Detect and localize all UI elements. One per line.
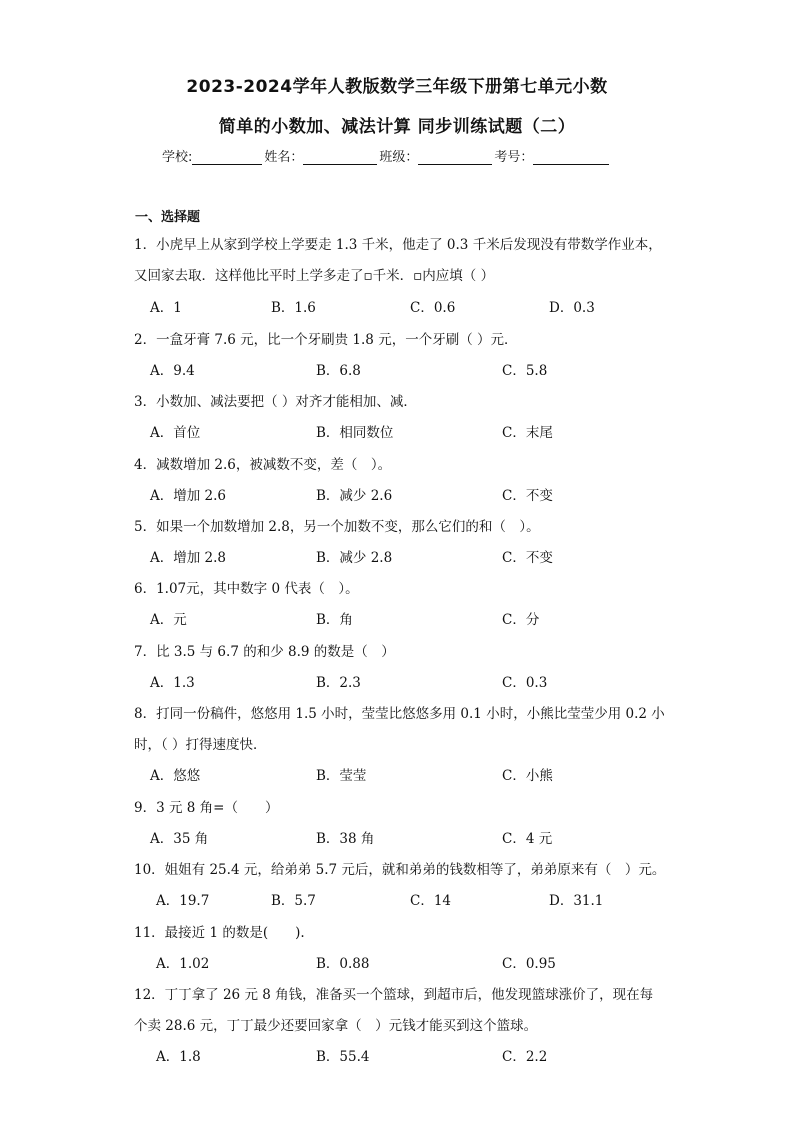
q3-option-c[interactable]: C．末尾 (502, 425, 553, 441)
q7-option-b[interactable]: B．2.3 (316, 675, 361, 691)
q4-option-b[interactable]: B．减少 2.6 (316, 488, 393, 504)
question-7: 7．比 3.5 与 6.7 的和少 8.9 的数是（ ） (134, 644, 395, 660)
q8-option-c[interactable]: C．小熊 (502, 768, 553, 784)
q6-option-b[interactable]: B．角 (316, 612, 353, 628)
q1-option-b[interactable]: B．1.6 (271, 300, 316, 316)
question-11: 11．最接近 1 的数是( ). (134, 925, 305, 941)
q3-option-a[interactable]: A．首位 (150, 425, 201, 441)
q2-option-a[interactable]: A．9.4 (150, 363, 195, 379)
q11-option-c[interactable]: C．0.95 (502, 956, 556, 972)
q7-option-c[interactable]: C．0.3 (502, 675, 548, 691)
q3-option-b[interactable]: B．相同数位 (316, 425, 394, 441)
question-9: 9．3 元 8 角=（ ） (134, 800, 279, 816)
q11-option-b[interactable]: B．0.88 (316, 956, 370, 972)
question-12-line-2: 个卖 28.6 元，丁丁最少还要回家拿（ ）元钱才能买到这个篮球。 (134, 1018, 538, 1034)
question-8-line-1: 8．打同一份稿件，悠悠用 1.5 小时，莹莹比悠悠多用 0.1 小时，小熊比莹莹少用 0.2 小 (134, 706, 665, 722)
q7-option-a[interactable]: A．1.3 (150, 675, 195, 691)
q1-option-a[interactable]: A．1 (150, 300, 182, 316)
class-blank[interactable] (418, 150, 492, 165)
q1-option-d[interactable]: D．0.3 (549, 300, 595, 316)
q12-option-a[interactable]: A．1.8 (156, 1049, 201, 1065)
question-1-line-1: 1．小虎早上从家到学校上学要走 1.3 千米，他走了 0.3 千米后发现没有带数学作业本， (134, 237, 662, 253)
q11-option-a[interactable]: A．1.02 (156, 956, 210, 972)
q12-option-b[interactable]: B．55.4 (316, 1049, 370, 1065)
q2-option-c[interactable]: C．5.8 (502, 363, 548, 379)
q9-option-c[interactable]: C．4 元 (502, 831, 553, 847)
q6-option-a[interactable]: A．元 (150, 612, 187, 628)
q10-option-c[interactable]: C．14 (410, 893, 452, 909)
question-5: 5．如果一个加数增加 2.8，另一个加数不变，那么它们的和（ ）。 (134, 519, 540, 535)
question-1-line-2: 又回家去取．这样他比平时上学多走了▫千米．▫内应填（ ） (134, 268, 495, 284)
question-8-line-2: 时，（ ）打得速度快． (134, 737, 267, 753)
q8-option-a[interactable]: A．悠悠 (150, 768, 201, 784)
q10-option-d[interactable]: D．31.1 (549, 893, 604, 909)
question-6: 6．1.07元，其中数字 0 代表（ ）。 (134, 581, 359, 597)
id-blank[interactable] (533, 150, 609, 165)
section-title: 一、选择题 (135, 210, 201, 225)
q10-option-b[interactable]: B．5.7 (271, 893, 316, 909)
q4-option-a[interactable]: A．增加 2.6 (150, 488, 227, 504)
id-label: 考号： (494, 150, 534, 165)
class-label: 班级： (379, 150, 419, 165)
q8-option-b[interactable]: B．莹莹 (316, 768, 367, 784)
q10-option-a[interactable]: A．19.7 (156, 893, 210, 909)
question-2: 2．一盒牙膏 7.6 元，比一个牙刷贵 1.8 元，一个牙刷（ ）元． (134, 332, 518, 348)
name-blank[interactable] (303, 150, 377, 165)
student-info-line (162, 146, 611, 165)
school-label: 学校: (162, 150, 193, 165)
question-12-line-1: 12．丁丁拿了 26 元 8 角钱，准备买一个篮球，到超市后，他发现篮球涨价了，现在每 (134, 987, 654, 1003)
q5-option-b[interactable]: B．减少 2.8 (316, 550, 393, 566)
document-title-line-1: 2023-2024学年人教版数学三年级下册第七单元小数 (186, 77, 608, 97)
q5-option-c[interactable]: C．不变 (502, 550, 553, 566)
q9-option-b[interactable]: B．38 角 (316, 831, 375, 847)
school-blank[interactable] (192, 150, 262, 165)
q4-option-c[interactable]: C．不变 (502, 488, 553, 504)
document-title-line-2: 简单的小数加、减法计算 同步训练试题（二） (218, 117, 576, 137)
q12-option-c[interactable]: C．2.2 (502, 1049, 548, 1065)
question-3: 3．小数加、减法要把（ ）对齐才能相加、减． (134, 394, 417, 410)
question-4: 4．减数增加 2.6，被减数不变，差（ ）。 (134, 457, 392, 473)
question-10: 10．姐姐有 25.4 元，给弟弟 5.7 元后，就和弟弟的钱数相等了，弟弟原来有（ ）元。 (134, 862, 666, 878)
q2-option-b[interactable]: B．6.8 (316, 363, 361, 379)
q5-option-a[interactable]: A．增加 2.8 (150, 550, 227, 566)
q1-option-c[interactable]: C．0.6 (410, 300, 456, 316)
q9-option-a[interactable]: A．35 角 (150, 831, 209, 847)
name-label: 姓名： (264, 150, 304, 165)
q6-option-c[interactable]: C．分 (502, 612, 540, 628)
